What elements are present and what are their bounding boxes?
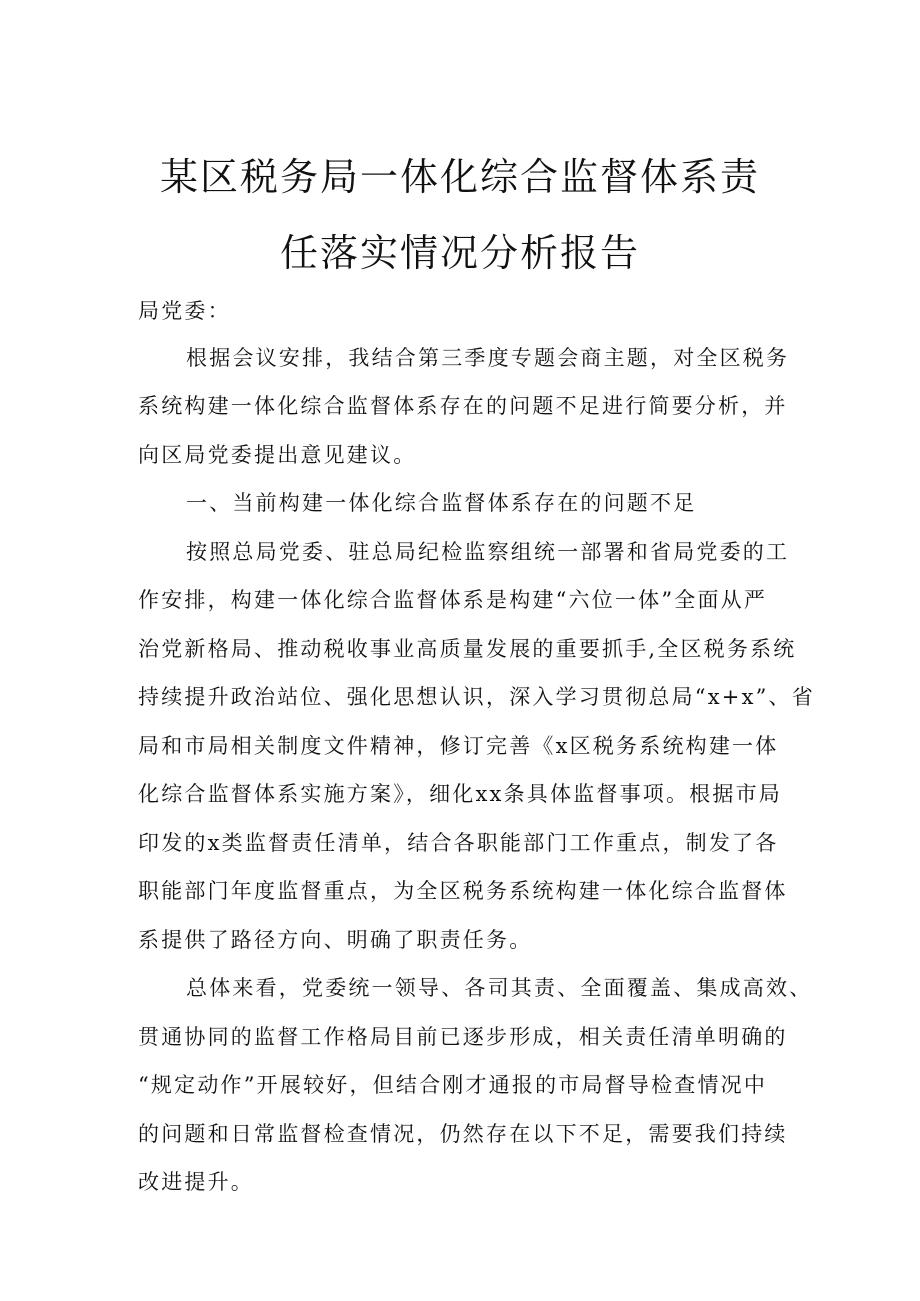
paragraph-3-line-9: 系提供了路径方向、明确了职责任务。 [138, 928, 533, 952]
paragraph-3-line-3: 治党新格局、推动税收事业高质量发展的重要抓手,全区税务系统 [138, 637, 797, 661]
paragraph-1-line-1: 根据会议安排，我结合第三季度专题会商主题，对全区税务 [186, 346, 790, 370]
section-heading-1: 一、当前构建一体化综合监督体系存在的问题不足 [186, 491, 697, 515]
document-title-line-1: 某区税务局一体化综合监督体系责 [159, 155, 760, 199]
paragraph-3-line-7: 印发的x类监督责任清单，结合各职能部门工作重点，制发了各 [138, 831, 779, 855]
paragraph-3-line-2: 作安排，构建一体化综合监督体系是构建“六位一体”全面从严 [138, 588, 768, 612]
paragraph-3-line-8: 职能部门年度监督重点，为全区税务系统构建一体化综合监督体 [138, 879, 788, 903]
paragraph-3-line-1: 按照总局党委、驻总局纪检监察组统一部署和省局党委的工 [186, 540, 790, 564]
paragraph-1-line-3: 向区局党委提出意见建议。 [138, 443, 417, 467]
paragraph-4-line-3: “规定动作”开展较好，但结合刚才通报的市局督导检查情况中 [138, 1073, 768, 1097]
paragraph-1-line-2: 系统构建一体化综合监督体系存在的问题不足进行简要分析，并 [138, 394, 788, 418]
paragraph-4-line-1: 总体来看，党委统一领导、各司其责、全面覆盖、集成高效、 [186, 976, 813, 1000]
paragraph-4-line-4: 的问题和日常监督检查情况，仍然存在以下不足，需要我们持续 [138, 1122, 788, 1146]
paragraph-4-line-5: 改进提升。 [138, 1170, 254, 1194]
paragraph-4-line-2: 贯通协同的监督工作格局目前已逐步形成，相关责任清单明确的 [138, 1025, 788, 1049]
paragraph-3-line-6: 化综合监督体系实施方案》，细化xx条具体监督事项。根据市局 [138, 782, 782, 806]
document-title-line-2: 任落实情况分析报告 [279, 231, 640, 275]
paragraph-3-line-4: 持续提升政治站位、强化思想认识，深入学习贯彻总局“x+x”、省 [138, 685, 815, 709]
salutation: 局党委： [138, 299, 231, 323]
paragraph-3-line-5: 局和市局相关制度文件精神，修订完善《x区税务系统构建一体 [138, 734, 779, 758]
